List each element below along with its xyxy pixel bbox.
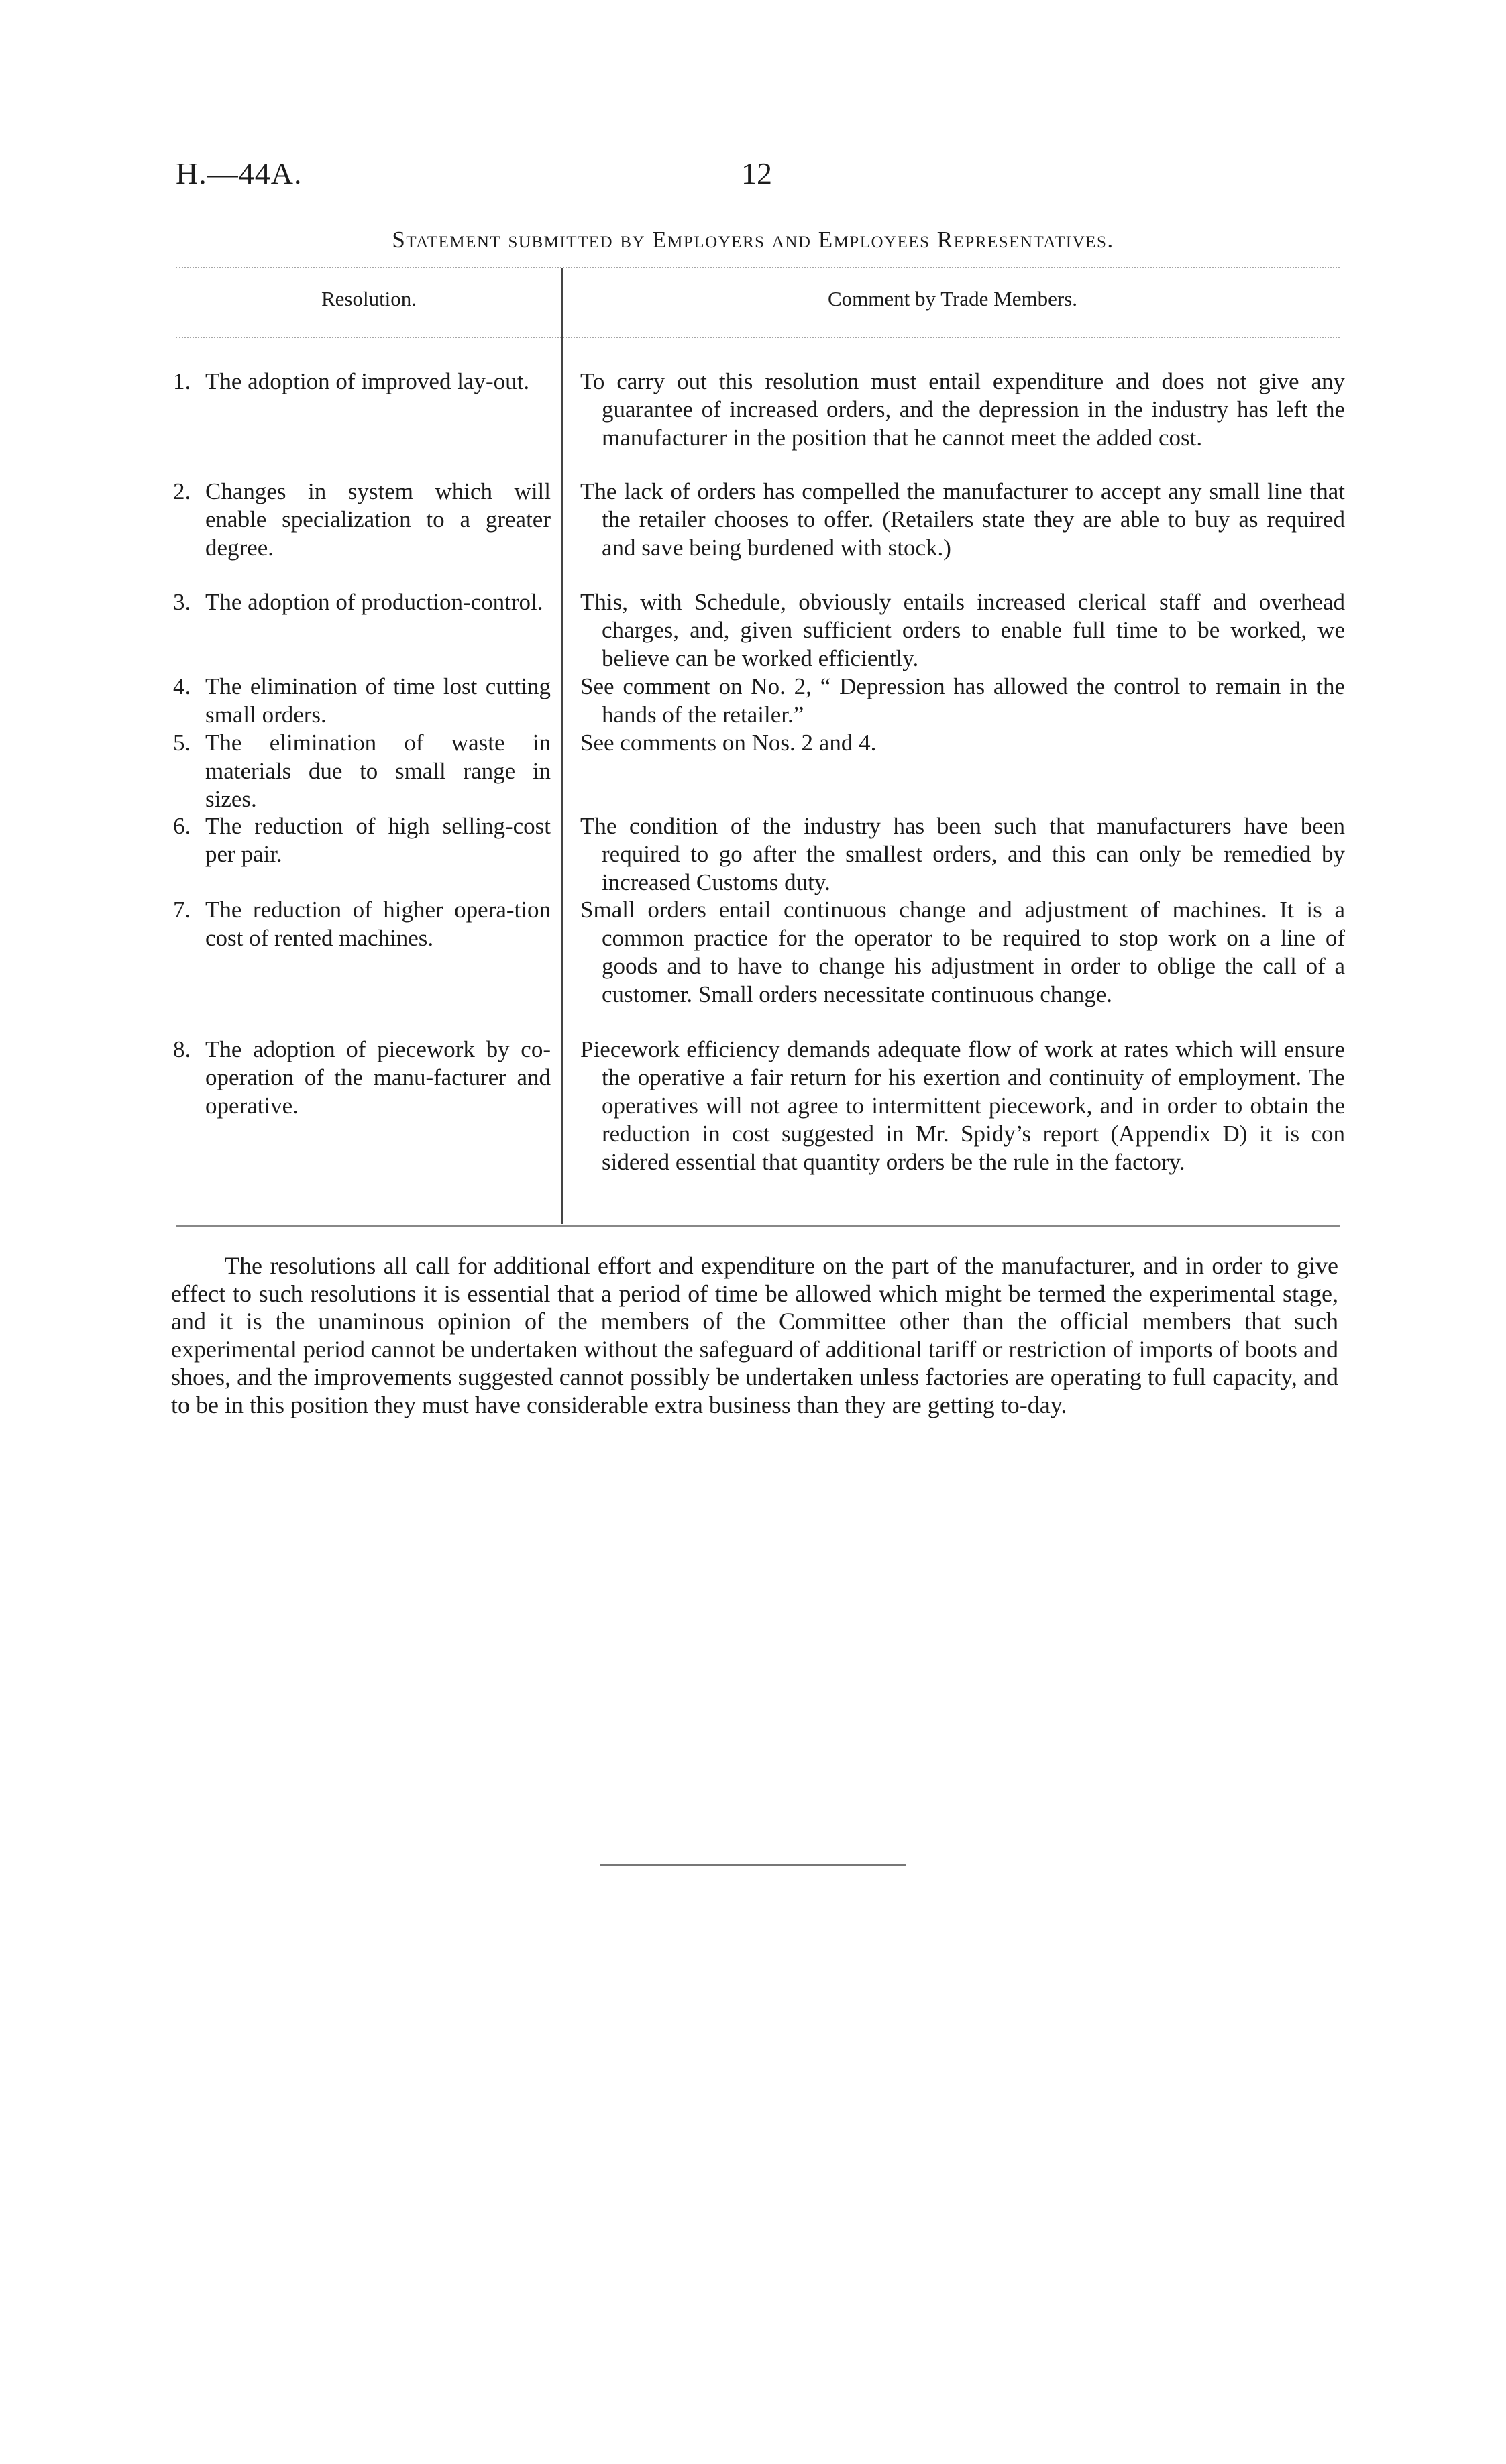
end-rule xyxy=(600,1864,906,1866)
row-number: 5. xyxy=(173,730,191,756)
row-number: 8. xyxy=(173,1036,191,1062)
row-number: 4. xyxy=(173,673,191,699)
table-row-4-comment: See comment on No. 2, “ Depression has allowed the control to remain in the hands of the retailer.” xyxy=(580,673,1345,728)
table-row-5-comment: See comments on Nos. 2 and 4. xyxy=(580,730,877,756)
resolution-text: The elimination of waste in materials due to small range in sizes. xyxy=(205,730,551,812)
page-number: 12 xyxy=(741,156,772,190)
column-header-comment: Comment by Trade Members. xyxy=(828,287,1077,311)
table-row-1-comment: To carry out this resolution must entail expenditure and does not give any guarantee of increased orders, and the depression in the industry has left the manufacturer in the position that he cannot meet the added cost. xyxy=(580,368,1345,451)
table-row-3-resolution xyxy=(173,588,551,616)
table-row-8-comment: Piecework efficiency demands adequate flow of work at rates which will ensure the operative a fair return for his exertion and continuity of employment. The operatives will not agree to intermittent piecework, and in order to obtain the reduction in cost suggested in Mr. Spidy’s report (Appendix D) it is con sidered essential that quantity orders be the rule in the factory. xyxy=(580,1036,1345,1175)
table-row-5-resolution xyxy=(173,729,551,814)
resolution-text: The elimination of time lost cutting small orders. xyxy=(205,673,551,728)
table-row-7-comment: Small orders entail continuous change and adjustment of machines. It is a common practice for the operator to be required to stop work on a line of goods and to have to change his adjustment in order to oblige the call of a customer. Small orders necessitate continuous change. xyxy=(580,897,1345,1007)
table-row-4-resolution xyxy=(173,673,551,729)
resolution-text: The adoption of improved lay-out. xyxy=(205,368,530,394)
resolution-text: The reduction of high selling-cost per pair. xyxy=(205,813,551,867)
table-top-rule xyxy=(176,267,1340,268)
resolution-text: Changes in system which will enable specialization to a greater degree. xyxy=(205,478,551,561)
table-row-2-resolution xyxy=(173,478,551,562)
column-header-resolution: Resolution. xyxy=(321,287,417,311)
column-divider xyxy=(561,268,563,1224)
closing-paragraph: The resolutions all call for additional effort and expenditure on the part of the manufacturer, and in order to give effect to such resolutions it is essential that a period of time be allowed which might be termed the experimental stage, and it is the unaminous opinion of the members of the Committee other than the official members that such experimental period cannot be undertaken without the safeguard of additional tariff or restriction of imports of boots and shoes, and the improvements suggested cannot possibly be undertaken unless factories are operating to full capacity, and to be in this position they must have considerable extra business than they are getting to-day. xyxy=(171,1252,1338,1418)
table-row-2-comment: The lack of orders has compelled the manufacturer to accept any small line that the retailer chooses to offer. (Retailers state they are able to buy as required and save being burdened with stock.) xyxy=(580,478,1345,561)
row-number: 3. xyxy=(173,589,191,615)
row-number: 1. xyxy=(173,368,191,394)
row-number: 6. xyxy=(173,813,191,839)
resolution-text: The reduction of higher opera-tion cost of rented machines. xyxy=(205,897,551,951)
table-row-7-resolution xyxy=(173,896,551,952)
table-row-1-resolution xyxy=(173,368,551,396)
document-reference: H.—44A. xyxy=(176,156,303,190)
table-row-6-comment: The condition of the industry has been such that manufacturers have been required to go after the smallest orders, and this can only be remedied by increased Customs duty. xyxy=(580,813,1345,895)
table-row-8-resolution xyxy=(173,1035,551,1120)
row-number: 2. xyxy=(173,478,191,504)
table-header-rule xyxy=(176,337,1340,338)
row-number: 7. xyxy=(173,897,191,923)
table-bottom-rule xyxy=(176,1225,1340,1227)
resolution-text: The adoption of piecework by co-operation of the manu-facturer and operative. xyxy=(205,1036,551,1119)
resolution-text: The adoption of production-control. xyxy=(205,589,543,615)
page-title: Statement submitted by Employers and Employees Representatives. xyxy=(392,227,1114,253)
table-row-3-comment: This, with Schedule, obviously entails increased clerical staff and overhead charges, and, given sufficient orders to enable full time to be worked, we believe can be worked efficiently. xyxy=(580,589,1345,671)
table-row-6-resolution xyxy=(173,812,551,869)
